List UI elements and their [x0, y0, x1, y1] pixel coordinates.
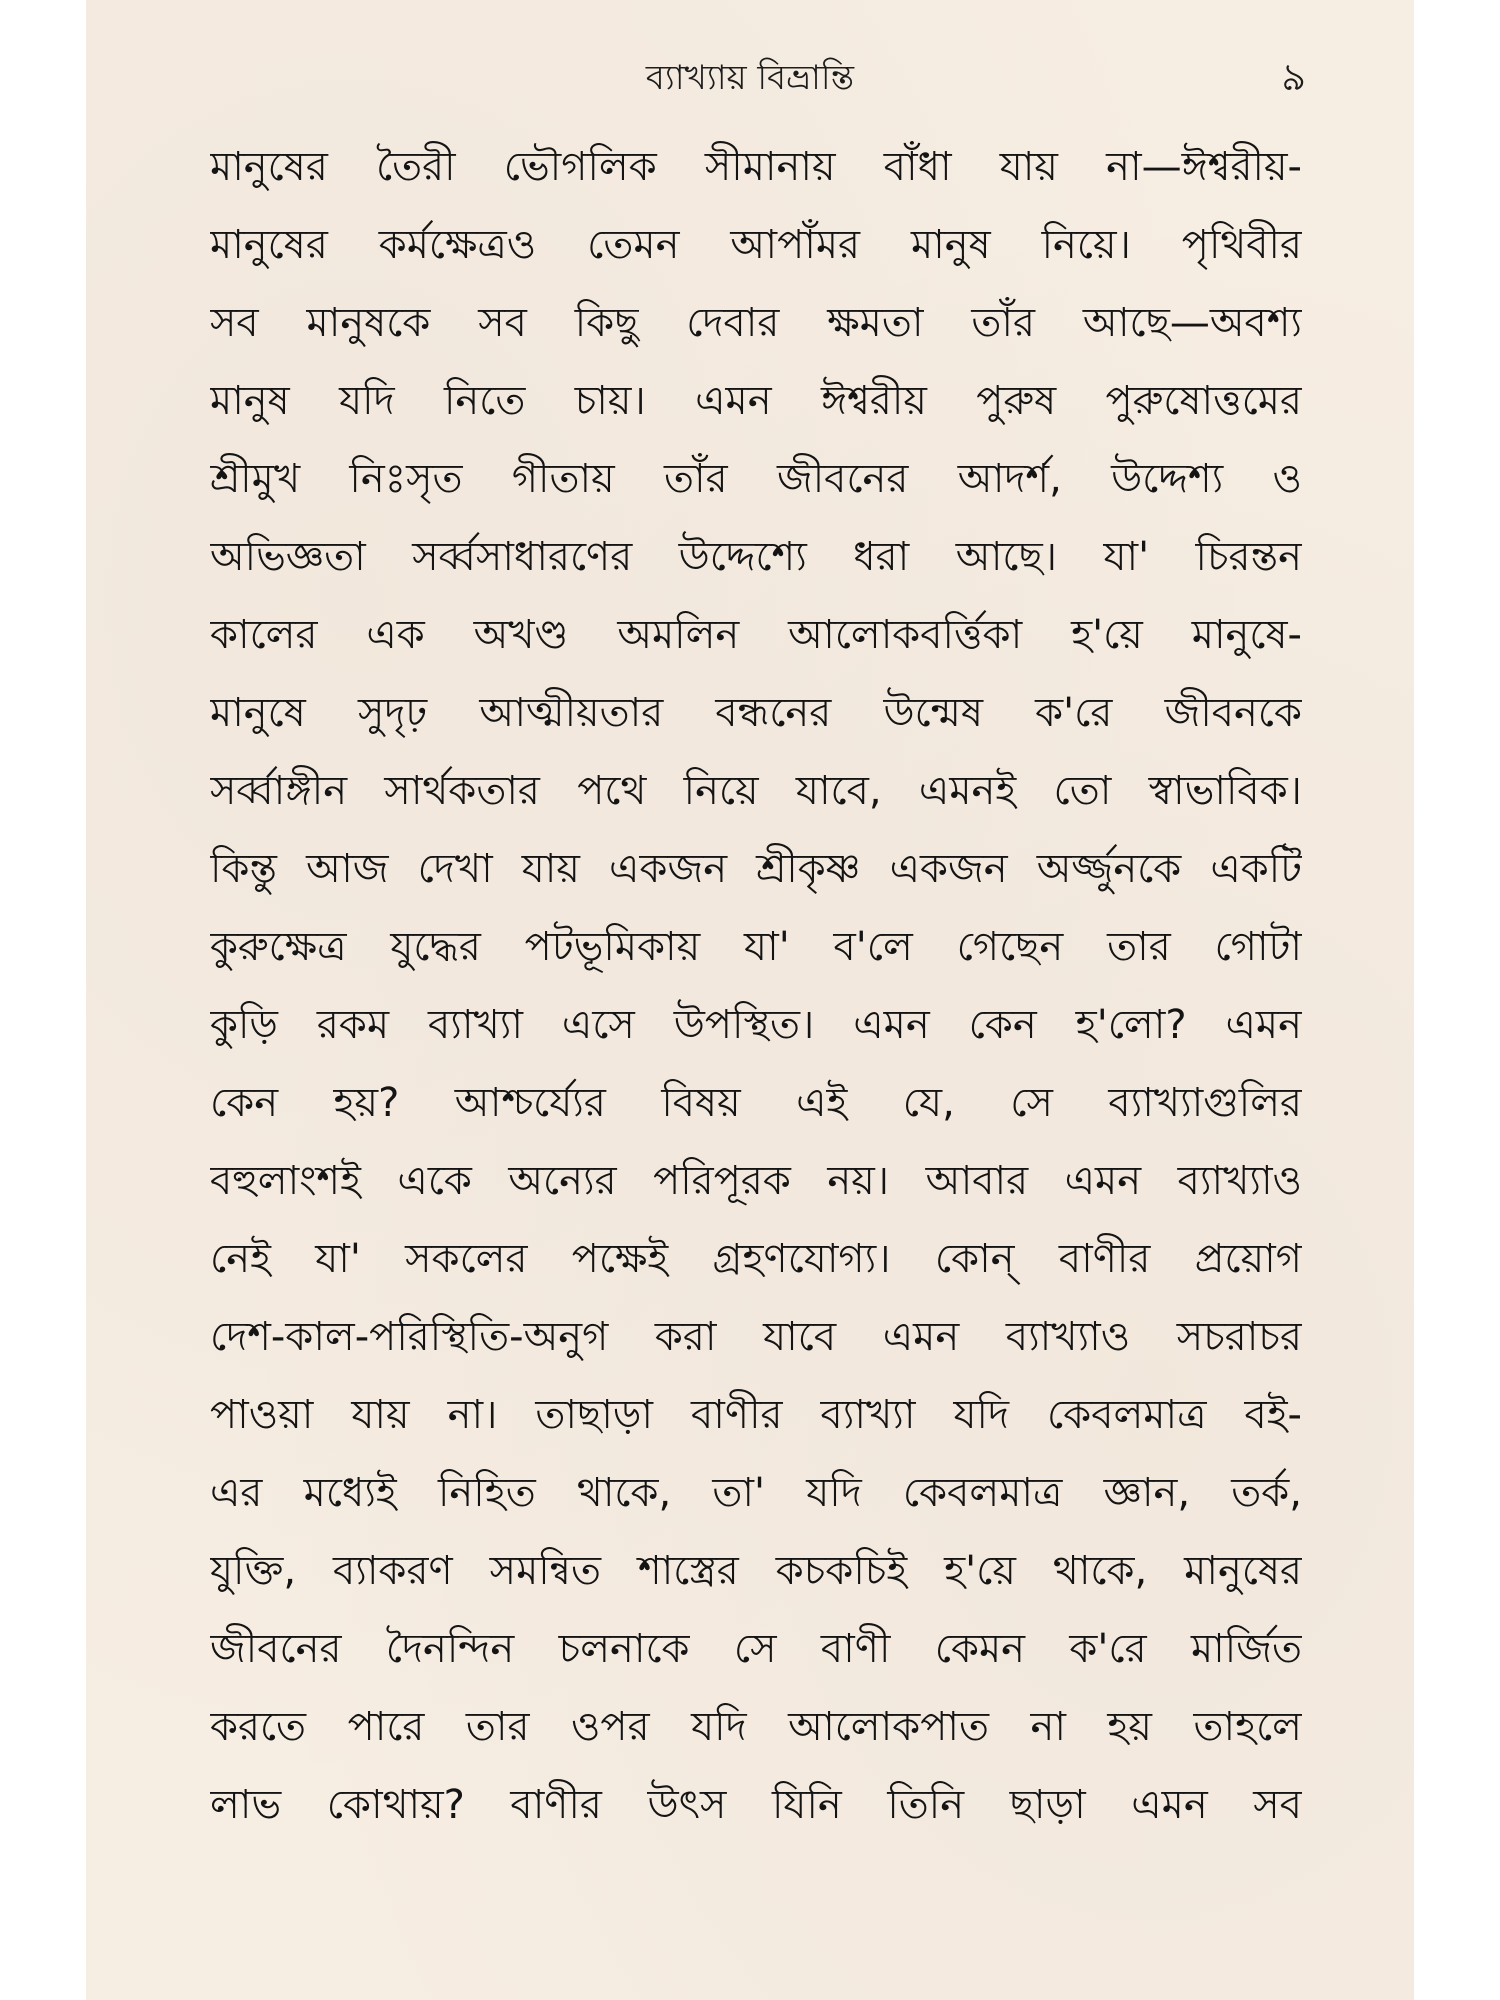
text-line: যুক্তি, ব্যাকরণ সমন্বিত শাস্ত্রের কচকচিই হ'য়ে থাকে, মানুষের [210, 1548, 1302, 1594]
text-line: মানুষে সুদৃঢ় আত্মীয়তার বন্ধনের উন্মেষ ক'রে জীবনকে [210, 690, 1302, 736]
book-page [86, 0, 1414, 2000]
text-line: কুড়ি রকম ব্যাখ্যা এসে উপস্থিত। এমন কেন হ'লো? এমন [210, 1002, 1302, 1048]
text-line: শ্রীমুখ নিঃসৃত গীতায় তাঁর জীবনের আদর্শ, উদ্দেশ্য ও [210, 456, 1302, 502]
text-line: কালের এক অখণ্ড অমলিন আলোকবর্ত্তিকা হ'য়ে মানুষে- [210, 612, 1302, 658]
text-line: মানুষের তৈরী ভৌগলিক সীমানায় বাঁধা যায় না—ঈশ্বরীয়- [210, 144, 1302, 190]
text-line: মানুষের কর্মক্ষেত্রও তেমন আপাঁমর মানুষ নিয়ে। পৃথিবীর [210, 222, 1302, 268]
text-line: কেন হয়? আশ্চর্য্যের বিষয় এই যে, সে ব্যাখ্যাগুলির [210, 1080, 1302, 1126]
text-line: লাভ কোথায়? বাণীর উৎস যিনি তিনি ছাড়া এমন সব [210, 1782, 1302, 1828]
running-title: ব্যাখ্যায় বিভ্রান্তি [645, 58, 855, 98]
text-line: জীবনের দৈনন্দিন চলনাকে সে বাণী কেমন ক'রে মার্জিত [210, 1626, 1302, 1672]
text-line: সব মানুষকে সব কিছু দেবার ক্ষমতা তাঁর আছে—অবশ্য [210, 300, 1302, 346]
text-line: কুরুক্ষেত্র যুদ্ধের পটভূমিকায় যা' ব'লে গেছেন তার গোটা [210, 924, 1302, 970]
text-line: পাওয়া যায় না। তাছাড়া বাণীর ব্যাখ্যা যদি কেবলমাত্র বই- [210, 1392, 1302, 1438]
text-line: অভিজ্ঞতা সর্ব্বসাধারণের উদ্দেশ্যে ধরা আছে। যা' চিরন্তন [210, 534, 1302, 580]
text-line: নেই যা' সকলের পক্ষেই গ্রহণযোগ্য। কোন্ বাণীর প্রয়োগ [210, 1236, 1302, 1282]
text-line: করতে পারে তার ওপর যদি আলোকপাত না হয় তাহলে [210, 1704, 1302, 1750]
text-line: মানুষ যদি নিতে চায়। এমন ঈশ্বরীয় পুরুষ পুরুষোত্তমের [210, 378, 1302, 424]
text-line: বহুলাংশই একে অন্যের পরিপূরক নয়। আবার এমন ব্যাখ্যাও [210, 1158, 1302, 1204]
page-number: ৯ [1281, 55, 1306, 99]
running-header [86, 48, 1414, 108]
text-line: সর্ব্বাঙ্গীন সার্থকতার পথে নিয়ে যাবে, এমনই তো স্বাভাবিক। [210, 768, 1302, 814]
text-line: কিন্তু আজ দেখা যায় একজন শ্রীকৃষ্ণ একজন অর্জ্জুনকে একটি [210, 846, 1302, 892]
text-line: এর মধ্যেই নিহিত থাকে, তা' যদি কেবলমাত্র জ্ঞান, তর্ক, [210, 1470, 1302, 1516]
body-text [210, 128, 1302, 1844]
text-line: দেশ-কাল-পরিস্থিতি-অনুগ করা যাবে এমন ব্যাখ্যাও সচরাচর [210, 1314, 1302, 1360]
